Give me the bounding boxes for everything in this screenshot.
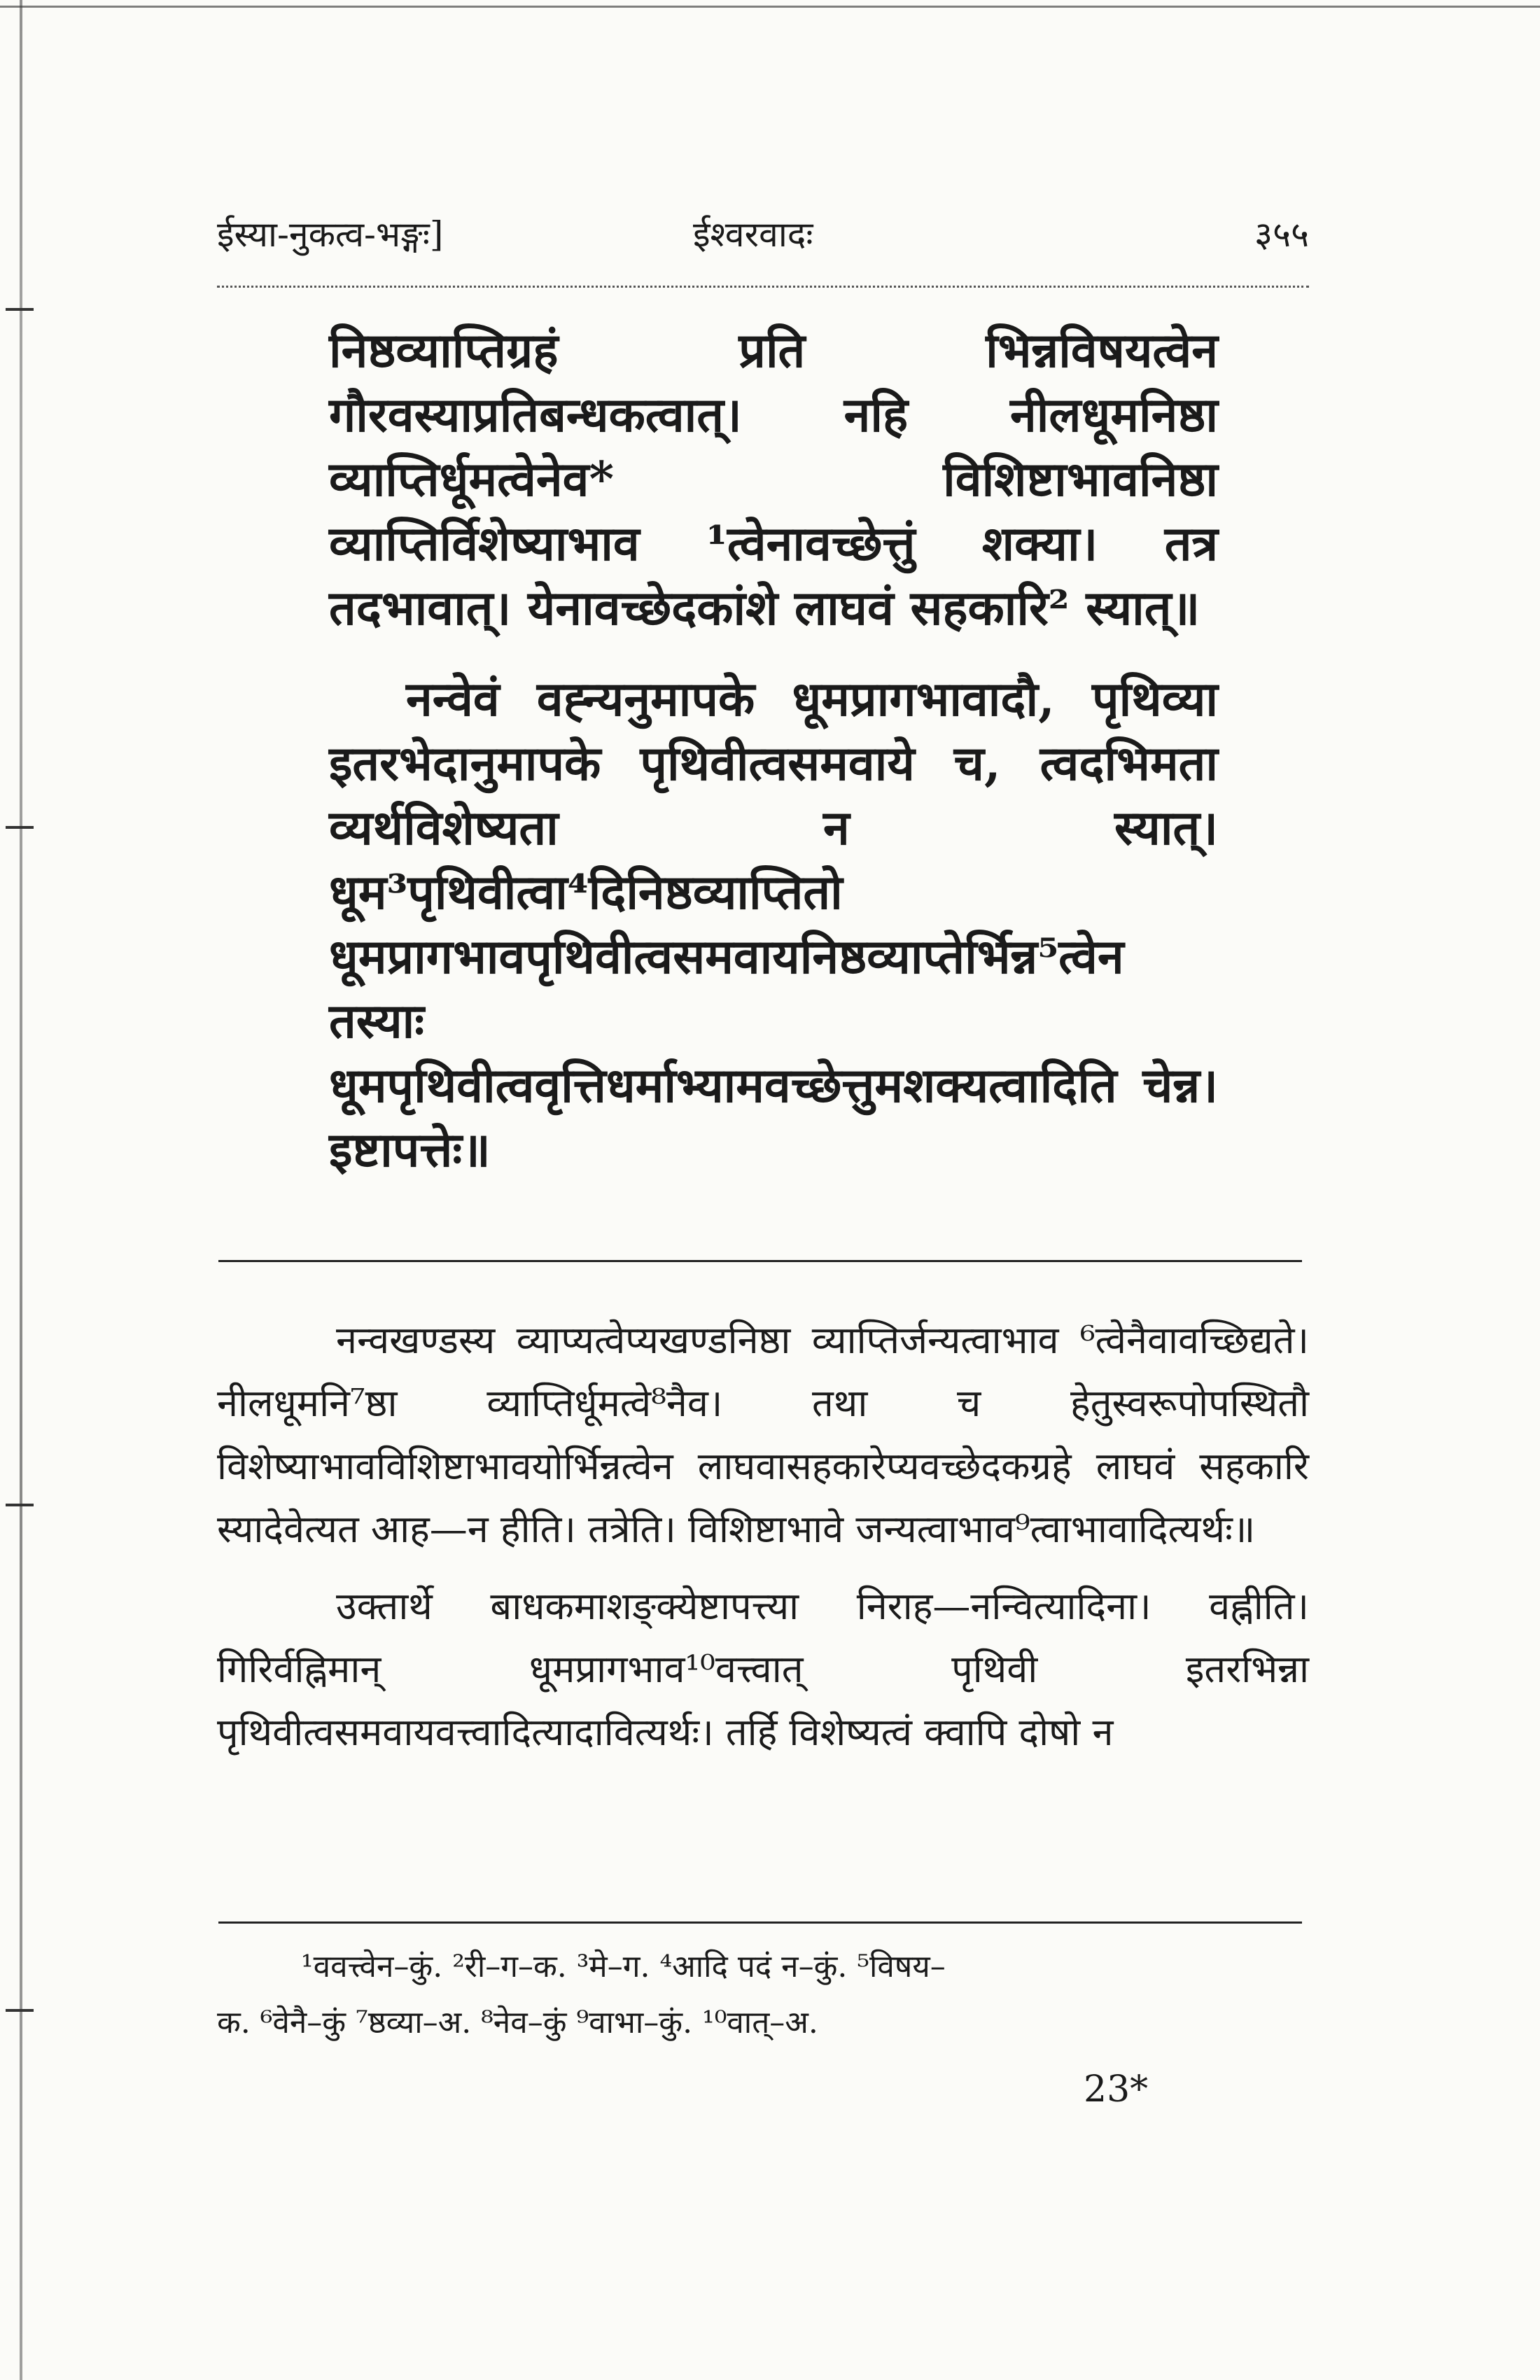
commentary xyxy=(217,1295,1309,1764)
binding-mark xyxy=(6,1504,34,1506)
header-section-title: ईस्या-नुकत्व-भङ्गः] xyxy=(217,214,444,255)
main-paragraph: नन्वेवं वह्न्यनुमापके धूमप्रागभावादौ, पृथिव्या इतरभेदानुमापके पृथिवीत्वसमवाये च, त्वदभिमता व्यर्थविशेष्यता न स्यात्। धूम³पृथिवीत्वा⁴दिनिष्ठव्याप्तितो धूमप्रागभावपृथिवीत्वसमवायनिष्ठव्याप्तेर्भिन्न⁵त्वेन तस्याः धूमपृथिवीत्ववृत्तिधर्माभ्यामवच्छेत्तुमशक्यत्वादिति चेन्न। इष्टापत्तेः॥ xyxy=(329,671,1218,1178)
binding-edge xyxy=(20,0,22,2380)
header-chapter-title: ईश्वरवादः xyxy=(693,214,813,255)
commentary-paragraph: नन्वखण्डस्य व्याप्यत्वेप्यखण्डनिष्ठा व्याप्तिर्जन्यत्वाभाव ⁶त्वेनैवावच्छिद्यते। नीलधूमनि⁷ष्ठा व्याप्तिर्धूमत्वे⁸नैव। तथा च हेतुस्वरूपोपस्थितौ विशेष्याभावविशिष्टाभावयोर्भिन्नत्वेन लाघवासहकारेप्यवच्छेदकग्रहे लाघवं सहकारि स्यादेवेत्यत आह—न हीति। तत्रेति। विशिष्टाभावे जन्यत्वाभाव⁹त्वाभावादित्यर्थः॥ xyxy=(217,1318,1309,1551)
page-number: ३५५ xyxy=(1254,214,1309,255)
binding-mark xyxy=(6,2009,34,2012)
binding-mark xyxy=(6,308,34,311)
header-divider xyxy=(217,281,1309,288)
footnotes xyxy=(217,1939,1309,2051)
footnote-divider xyxy=(218,1921,1302,1924)
footnote-line: ¹ववत्त्वेन–कुं. ²री–ग–क. ³मे–ग. ⁴आदि पदं न–कुं. ⁵विषय– xyxy=(301,1949,946,1984)
top-edge-rule xyxy=(0,6,1540,8)
main-text xyxy=(329,318,1218,1182)
binding-mark xyxy=(6,826,34,829)
footnote-line: क. ⁶वेनै–कुं ⁷ष्ठव्या–अ. ⁸नेव–कुं ⁹वाभा–कुं. ¹⁰वात्–अ. xyxy=(217,2005,818,2040)
main-paragraph: निष्ठव्याप्तिग्रहं प्रति भिन्नविषयत्वेन गौरवस्याप्रतिबन्धकत्वात्। नहि नीलधूमनिष्ठा व्याप्तिर्धूमत्वेनेव* विशिष्टाभावनिष्ठा व्याप्तिर्विशेष्याभाव ¹त्वेनावच्छेत्तुं शक्या। तत्र तदभावात्। येनावच्छेदकांशे लाघवं सहकारि² स्यात्॥ xyxy=(329,323,1218,636)
running-header xyxy=(217,203,1309,266)
commentary-divider xyxy=(218,1260,1302,1262)
commentary-paragraph: उक्तार्थे बाधकमाशङ्क्येष्टापत्त्या निराह—नन्वित्यादिना। वह्नीति। गिरिर्वह्निमान् धूमप्रागभाव¹⁰वत्त्वात् पृथिवी इतरभिन्ना पृथिवीत्वसमवायवत्त्वादित्यादावित्यर्थः। तर्हि विशेष्यत्वं क्वापि दोषो न xyxy=(217,1584,1309,1754)
signature-mark: 23* xyxy=(1084,2068,1149,2110)
